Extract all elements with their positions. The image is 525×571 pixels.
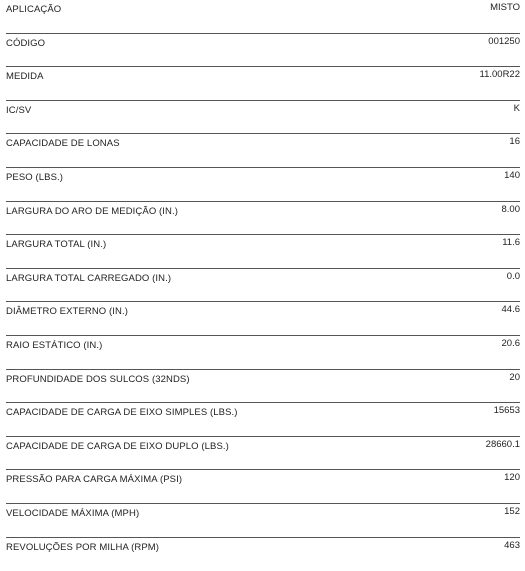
spec-row-ic-sv: [6, 101, 520, 135]
spec-label: MEDIDA: [6, 71, 44, 82]
spec-label: CÓDIGO: [6, 38, 45, 49]
spec-label: CAPACIDADE DE CARGA DE EIXO DUPLO (LBS.): [6, 441, 229, 452]
spec-label: LARGURA TOTAL CARREGADO (IN.): [6, 273, 171, 284]
spec-value: 120: [504, 472, 520, 483]
spec-row-largura-do-aro: [6, 202, 520, 236]
spec-label: PRESSÃO PARA CARGA MÁXIMA (PSI): [6, 474, 182, 485]
spec-value: 152: [504, 506, 520, 517]
spec-value: 15653: [494, 405, 520, 416]
spec-value: 28660.1: [486, 439, 520, 450]
spec-label: IC/SV: [6, 105, 31, 116]
spec-value: K: [514, 103, 520, 114]
spec-label: PESO (LBS.): [6, 172, 63, 183]
spec-row-aplicacao: [6, 0, 520, 34]
spec-value: 16: [509, 136, 520, 147]
spec-label: CAPACIDADE DE CARGA DE EIXO SIMPLES (LBS.): [6, 407, 238, 418]
spec-value: 20.6: [502, 338, 521, 349]
spec-value: 463: [504, 540, 520, 551]
spec-label: RAIO ESTÁTICO (IN.): [6, 340, 102, 351]
spec-label: CAPACIDADE DE LONAS: [6, 138, 120, 149]
spec-value: 20: [509, 372, 520, 383]
spec-value: 8.00: [502, 204, 521, 215]
spec-value: 44.6: [502, 304, 521, 315]
spec-label: APLICAÇÃO: [6, 4, 61, 15]
spec-row-capacidade-de-lonas: [6, 134, 520, 168]
spec-row-velocidade-maxima: [6, 504, 520, 538]
spec-value: 001250: [488, 36, 520, 47]
spec-label: REVOLUÇÕES POR MILHA (RPM): [6, 542, 159, 553]
spec-value: 11.00R22: [480, 69, 521, 80]
spec-label: DIÂMETRO EXTERNO (IN.): [6, 306, 128, 317]
spec-value: MISTO: [490, 2, 520, 13]
spec-label: LARGURA DO ARO DE MEDIÇÃO (IN.): [6, 206, 178, 217]
spec-row-largura-total: [6, 235, 520, 269]
spec-row-raio-estatico: [6, 336, 520, 370]
spec-label: PROFUNDIDADE DOS SULCOS (32NDS): [6, 374, 190, 385]
spec-label: LARGURA TOTAL (IN.): [6, 239, 106, 250]
spec-row-codigo: [6, 34, 520, 68]
spec-value: 140: [504, 170, 520, 181]
spec-row-carga-eixo-simples: [6, 403, 520, 437]
spec-row-medida: [6, 67, 520, 101]
spec-row-largura-total-carregado: [6, 269, 520, 303]
spec-row-pressao-carga-maxima: [6, 470, 520, 504]
spec-row-peso: [6, 168, 520, 202]
spec-label: VELOCIDADE MÁXIMA (MPH): [6, 508, 139, 519]
spec-row-profundidade-dos-sulcos: [6, 370, 520, 404]
spec-row-carga-eixo-duplo: [6, 437, 520, 471]
spec-row-revolucoes-por-milha: [6, 538, 520, 571]
spec-row-diametro-externo: [6, 302, 520, 336]
spec-value: 0.0: [507, 271, 520, 282]
spec-value: 11.6: [502, 237, 520, 248]
